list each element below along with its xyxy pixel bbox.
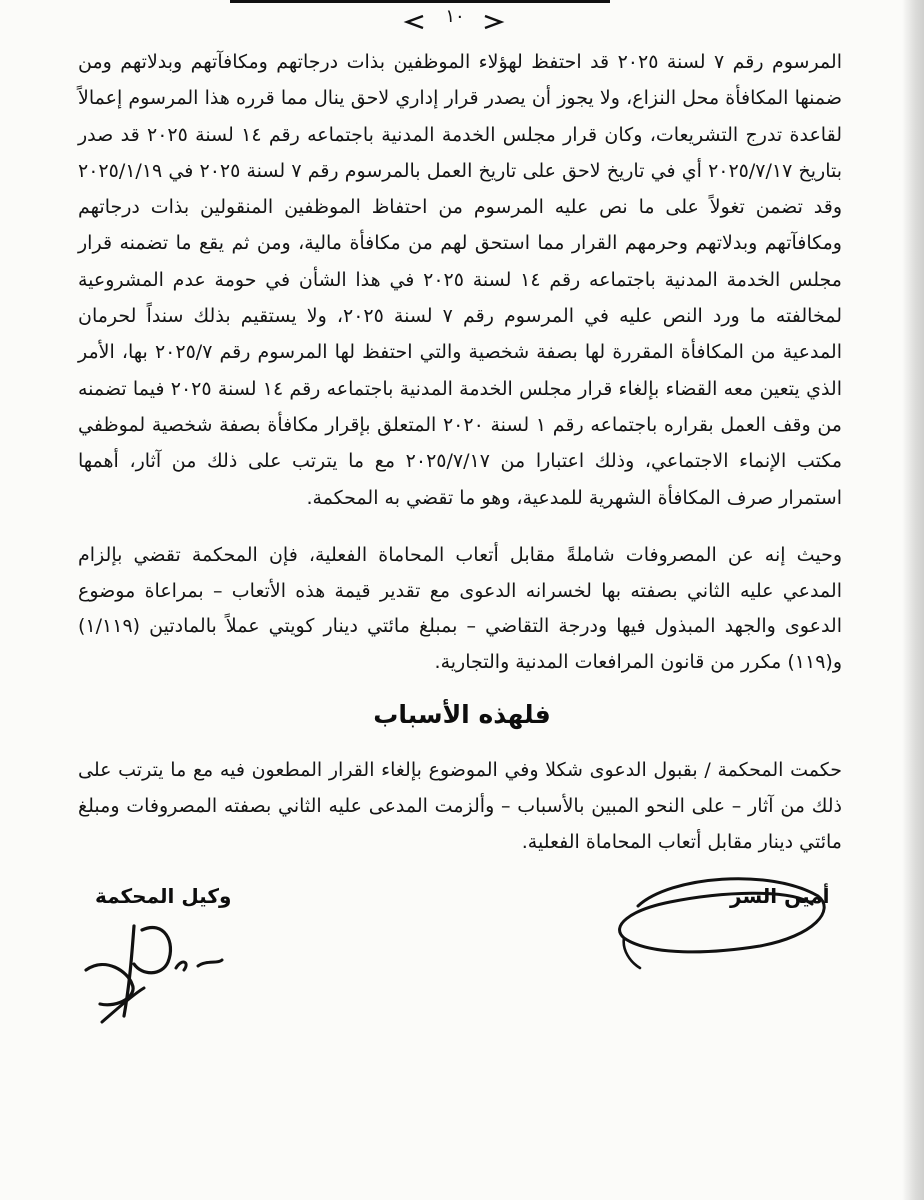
header-rule [230, 0, 610, 3]
verdict-paragraph: حكمت المحكمة / بقبول الدعوى شكلا وفي الموضوع بإلغاء القرار المطعون فيه مع ما يترتب على ذلك من آثار – على النحو المبين بالأسباب – وألزمت المدعى عليه الثاني بصفته المصروفات ومبلغ مائتي دينار مقابل أتعاب المحاماة الفعلية. [78, 759, 842, 853]
page-number-text: ١٠ [445, 6, 465, 27]
left-arrow-mark-icon [403, 14, 425, 30]
right-arrow-mark-icon [483, 14, 505, 30]
expenses-paragraph: وحيث إنه عن المصروفات شاملةً مقابل أتعاب المحاماة الفعلية، فإن المحكمة تقضي بإلزام المدعي عليه الثاني بصفته بها لخسرانه الدعوى مع تقدير قيمة هذه الأتعاب – بمراعاة موضوع الدعوى والجهد المبذول فيها ودرجة التقاضي – بمبلغ مائتي دينار كويتي عملاً بالمادتين (١/١١٩) و(١١٩) مكرر من قانون المرافعات المدنية والتجارية. [78, 544, 842, 673]
page-edge-shadow [902, 0, 924, 1200]
reasoning-paragraph: المرسوم رقم ٧ لسنة ٢٠٢٥ قد احتفظ لهؤلاء الموظفين بذات درجاتهم ومكافآتهم وبدلاتهم ومن ضمنها المكافأة محل النزاع، ولا يجوز أن يصدر قرار إداري لاحق ينال مما قرره هذا المرسوم إعمالاً لقاعدة تدرج التشريعات، وكان قرار مجلس الخدمة المدنية باجتماعه رقم ١٤ لسنة ٢٠٢٥ قد صدر بتاريخ ٢٠٢٥/٧/١٧ أي في تاريخ لاحق على تاريخ العمل بالمرسوم رقم ٧ لسنة ٢٠٢٥ في ٢٠٢٥/١/١٩ وقد تضمن تغولاً على ما نص عليه المرسوم من احتفاظ الموظفين المنقولين بذات درجاتهم ومكافآتهم وبدلاتهم وحرمهم القرار مما استحق لهم من مكافأة مالية، ومن ثم يقع ما تضمنه قرار مجلس الخدمة المدنية باجتماعه رقم ١٤ لسنة ٢٠٢٥ في هذا الشأن في حومة عدم المشروعية لمخالفته ما ورد النص عليه في المرسوم رقم ٧ لسنة ٢٠٢٥، ولا يستقيم بذلك سنداً لحرمان المدعية من المكافأة المقررة لها بصفة شخصية والتي احتفظ لها المرسوم رقم ٢٠٢٥/٧ بها، الأمر الذي يتعين معه القضاء بإلغاء قرار مجلس الخدمة المدنية باجتماعه رقم ١٤ لسنة ٢٠٢٥ فيما تضمنه من وقف العمل بقراره باجتماعه رقم ١ لسنة ٢٠٢٠ المتعلق بإقرار مكافأة بصفة شخصية لموظفي مكتب الإنماء الاجتماعي، وذلك اعتبارا من ٢٠٢٥/٧/١٧ مع ما يترتب على ذلك من آثار، أهمها استمرار صرف المكافأة الشهرية للمدعية، وهو ما تقضي به المحكمة. [78, 51, 843, 509]
section-heading: فلهذه الأسباب [373, 700, 551, 729]
court-deputy-signature [72, 912, 242, 1032]
reasoning-section [78, 44, 842, 516]
clerk-label: أمين السر [730, 884, 830, 908]
court-deputy-label: وكيل المحكمة [95, 884, 232, 908]
page-number [395, 6, 515, 34]
clerk-signature [600, 858, 840, 978]
